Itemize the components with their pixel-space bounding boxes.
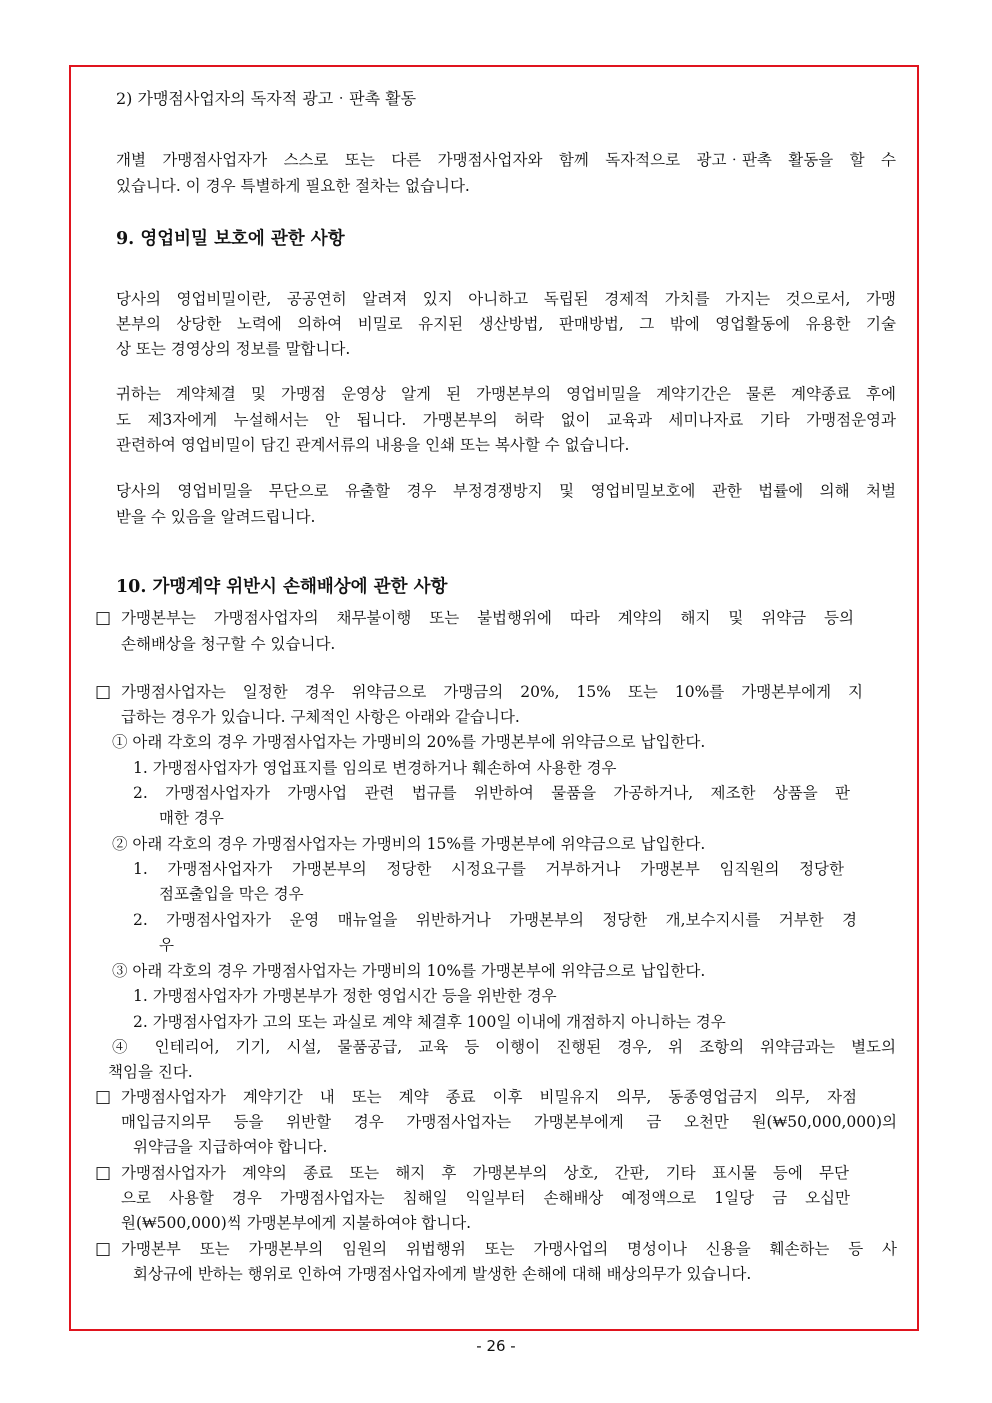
bullet-line: 손해배상을 청구할 수 있습니다. — [121, 635, 336, 653]
section-heading-9: 9. 영업비밀 보호에 관한 사항 — [116, 229, 345, 249]
paragraph-line: 상 또는 경영상의 정보를 말합니다. — [116, 340, 351, 358]
paragraph-line: 당사의 영업비밀이란, 공공연히 알려져 있지 아니하고 독립된 경제적 가치를 가지는 것으로서, 가맹 — [116, 290, 896, 308]
paragraph-line: 있습니다. 이 경우 특별하게 필요한 절차는 없습니다. — [116, 177, 470, 195]
bullet-line: 매입금지의무 등을 위반할 경우 가맹점사업자는 가맹본부에게 금 오천만 원(₩50,000,000)의 — [121, 1113, 897, 1131]
bullet-line: 위약금을 지급하여야 합니다. — [133, 1138, 328, 1156]
clause-1: ① 아래 각호의 경우 가맹점사업자는 가맹비의 20%를 가맹본부에 위약금으로 납입한다. — [112, 733, 706, 751]
checkbox-square-icon: □ — [95, 1163, 112, 1183]
bullet-line: 가맹점사업자가 계약의 종료 또는 해지 후 가맹본부의 상호, 간판, 기타 표시물 등에 무단 — [121, 1164, 849, 1182]
clause-1-item-2: 2. 가맹점사업자가 가맹사업 관련 법규를 위반하여 물품을 가공하거나, 제조한 상품을 판 — [133, 784, 850, 802]
paragraph-line: 개별 가맹점사업자가 스스로 또는 다른 가맹점사업자와 함께 독자적으로 광고‧판촉 활동을 할 수 — [116, 151, 896, 169]
paragraph-line: 본부의 상당한 노력에 의하여 비밀로 유지된 생산방법, 판매방법, 그 밖에 영업활동에 유용한 기술 — [116, 315, 896, 333]
clause-2-item-1-cont: 점포출입을 막은 경우 — [159, 885, 304, 903]
paragraph-line: 도 제3자에게 누설해서는 안 됩니다. 가맹본부의 허락 없이 교육과 세미나자료 기타 가맹점운영과 — [116, 411, 896, 429]
checkbox-square-icon: □ — [95, 682, 112, 702]
section-heading-10: 10. 가맹계약 위반시 손해배상에 관한 사항 — [116, 577, 448, 597]
subsection-heading-ad: 2) 가맹점사업자의 독자적 광고‧판촉 활동 — [116, 89, 417, 108]
clause-1-item-1: 1. 가맹점사업자가 영업표지를 임의로 변경하거나 훼손하여 사용한 경우 — [133, 759, 617, 777]
clause-2-item-2-cont: 우 — [159, 936, 174, 954]
paragraph-line: 당사의 영업비밀을 무단으로 유출할 경우 부정경쟁방지 및 영업비밀보호에 관한 법률에 의해 처벌 — [116, 482, 896, 500]
checkbox-square-icon: □ — [95, 1239, 112, 1259]
bullet-line: 급하는 경우가 있습니다. 구체적인 사항은 아래와 같습니다. — [121, 708, 520, 726]
clause-2: ② 아래 각호의 경우 가맹점사업자는 가맹비의 15%를 가맹본부에 위약금으로 납입한다. — [112, 835, 706, 853]
paragraph-line: 관련하여 영업비밀이 담긴 관계서류의 내용을 인쇄 또는 복사할 수 없습니다. — [116, 436, 630, 454]
clause-3-item-2: 2. 가맹점사업자가 고의 또는 과실로 계약 체결후 100일 이내에 개점하지 아니하는 경우 — [133, 1013, 726, 1031]
checkbox-square-icon: □ — [95, 1087, 112, 1107]
bullet-line: 가맹본부는 가맹점사업자의 채무불이행 또는 불법행위에 따라 계약의 해지 및 위약금 등의 — [121, 609, 854, 627]
clause-4-cont: 책임을 진다. — [108, 1063, 193, 1081]
clause-2-item-1: 1. 가맹점사업자가 가맹본부의 정당한 시정요구를 거부하거나 가맹본부 임직원의 정당한 — [133, 860, 844, 878]
page-number: - 26 - — [476, 1337, 516, 1355]
bullet-line: 원(₩500,000)씩 가맹본부에게 지불하여야 합니다. — [121, 1214, 472, 1232]
bullet-line: 가맹점사업자가 계약기간 내 또는 계약 종료 이후 비밀유지 의무, 동종영업금지 의무, 자점 — [121, 1088, 857, 1106]
clause-2-item-2: 2. 가맹점사업자가 운영 매뉴얼을 위반하거나 가맹본부의 정당한 개,보수지시를 거부한 경 — [133, 911, 857, 929]
clause-4: ④ 인테리어, 기기, 시설, 물품공급, 교육 등 이행이 진행된 경우, 위 조항의 위약금과는 별도의 — [112, 1038, 896, 1056]
bullet-line: 으로 사용할 경우 가맹점사업자는 침해일 익일부터 손해배상 예정액으로 1일당 금 오십만 — [121, 1189, 850, 1207]
bullet-line: 가맹본부 또는 가맹본부의 임원의 위법행위 또는 가맹사업의 명성이나 신용을 훼손하는 등 사 — [121, 1240, 897, 1258]
clause-3-item-1: 1. 가맹점사업자가 가맹본부가 정한 영업시간 등을 위반한 경우 — [133, 987, 557, 1005]
bullet-line: 가맹점사업자는 일정한 경우 위약금으로 가맹금의 20%, 15% 또는 10%를 가맹본부에게 지 — [121, 683, 863, 701]
checkbox-square-icon: □ — [95, 608, 112, 628]
paragraph-line: 귀하는 계약체결 및 가맹점 운영상 알게 된 가맹본부의 영업비밀을 계약기간은 물론 계약종료 후에 — [116, 385, 896, 403]
bullet-line: 회상규에 반하는 행위로 인하여 가맹점사업자에게 발생한 손해에 대해 배상의무가 있습니다. — [133, 1265, 752, 1283]
clause-3: ③ 아래 각호의 경우 가맹점사업자는 가맹비의 10%를 가맹본부에 위약금으로 납입한다. — [112, 962, 706, 980]
clause-1-item-2-cont: 매한 경우 — [159, 809, 224, 827]
paragraph-line: 받을 수 있음을 알려드립니다. — [116, 508, 316, 526]
